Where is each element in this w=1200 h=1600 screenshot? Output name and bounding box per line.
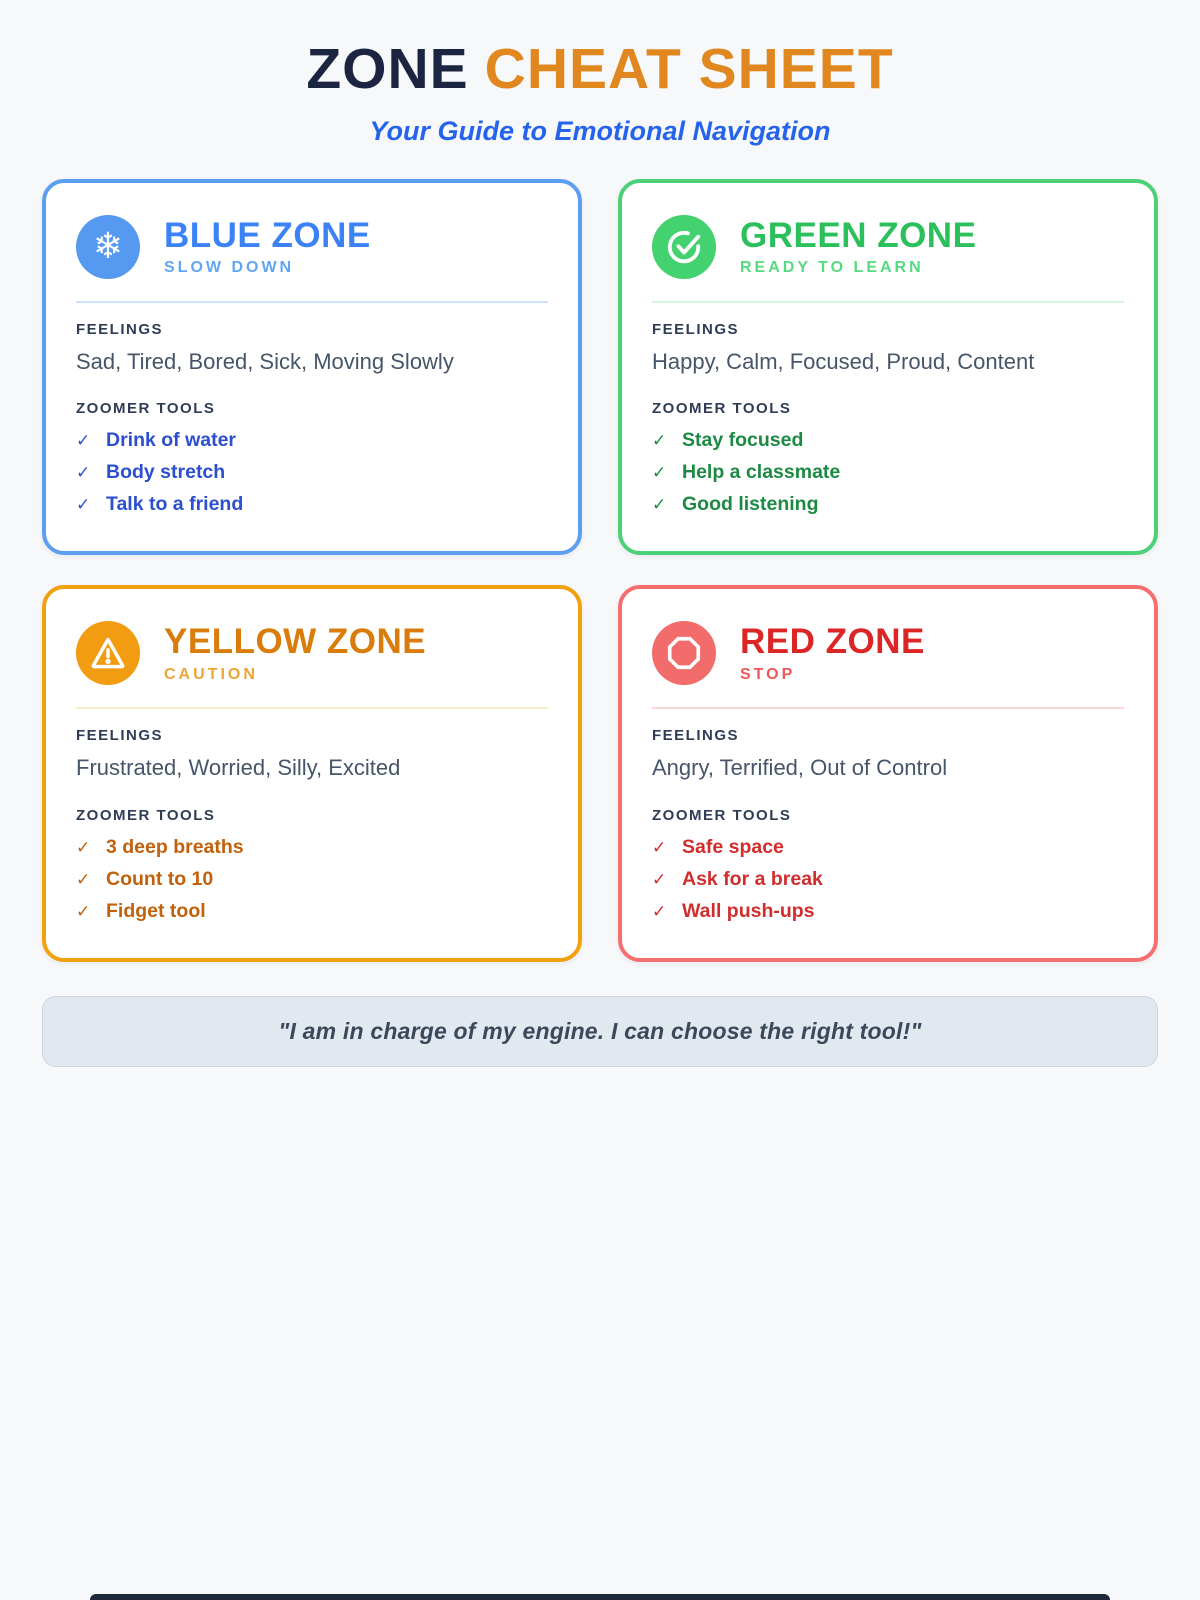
divider: [76, 301, 548, 303]
tool-text: Ask for a break: [682, 868, 823, 891]
feelings-label: FEELINGS: [76, 727, 164, 745]
check-icon: ✓: [76, 837, 91, 858]
tool-text: Count to 10: [106, 868, 214, 891]
card-header: [76, 621, 548, 685]
check-icon: ✓: [652, 430, 667, 451]
tool-item: [652, 900, 1124, 923]
zone-subtitle: SLOW DOWN: [164, 259, 295, 277]
feelings-label: FEELINGS: [652, 320, 740, 338]
card-header: [652, 621, 1124, 685]
check-icon: ✓: [76, 462, 91, 483]
check-icon: ✓: [76, 430, 91, 451]
tools-list: [76, 429, 548, 516]
zone-title: BLUE ZONE: [164, 215, 371, 255]
tool-text: Good listening: [682, 493, 819, 516]
tool-item: [652, 493, 1124, 516]
page-title: [0, 0, 1200, 100]
zone-title: RED ZONE: [740, 622, 925, 662]
feelings-text: Frustrated, Worried, Silly, Excited: [76, 755, 401, 781]
tool-text: Help a classmate: [682, 461, 841, 484]
tools-list: [652, 429, 1124, 516]
divider: [652, 707, 1124, 709]
card-titles: [740, 623, 925, 684]
tools-list: [76, 836, 548, 923]
tool-item: [76, 868, 548, 891]
card-titles: [740, 217, 976, 278]
zone-card-yellow: [42, 585, 582, 962]
card-header: [652, 215, 1124, 279]
tools-label: ZOOMER TOOLS: [652, 807, 792, 825]
tool-text: Body stretch: [106, 461, 226, 484]
zone-card-green: [618, 179, 1158, 556]
zone-subtitle: READY TO LEARN: [740, 259, 924, 277]
feelings-text: Angry, Terrified, Out of Control: [652, 755, 948, 781]
tool-text: 3 deep breaths: [106, 836, 244, 859]
tool-text: Safe space: [682, 836, 784, 859]
zone-subtitle: CAUTION: [164, 665, 258, 683]
tool-item: [652, 868, 1124, 891]
check-icon: ✓: [652, 462, 667, 483]
tools-label: ZOOMER TOOLS: [652, 400, 792, 418]
card-header: [76, 215, 548, 279]
page-title-zone: ZONE: [306, 37, 469, 101]
zone-title: GREEN ZONE: [740, 215, 977, 255]
zone-subtitle: STOP: [740, 665, 796, 683]
divider: [652, 301, 1124, 303]
zone-card-grid: [42, 179, 1158, 962]
stop-octagon-icon: [652, 621, 716, 685]
tool-item: [76, 836, 548, 859]
tool-item: [76, 900, 548, 923]
divider: [76, 707, 548, 709]
tool-text: Drink of water: [106, 429, 237, 452]
page-title-cheat-sheet: CHEAT SHEET: [484, 37, 894, 101]
tool-item: [76, 493, 548, 516]
tool-item: [76, 429, 548, 452]
feelings-text: Happy, Calm, Focused, Proud, Content: [652, 348, 1035, 374]
feelings-label: FEELINGS: [76, 320, 164, 338]
zone-card-blue: [42, 179, 582, 556]
check-circle-icon: [652, 215, 716, 279]
check-icon: ✓: [652, 494, 667, 515]
tools-list: [652, 836, 1124, 923]
card-titles: [164, 623, 426, 684]
tool-item: [76, 461, 548, 484]
tool-item: [652, 429, 1124, 452]
check-icon: ✓: [76, 901, 91, 922]
affirmation-text: "I am in charge of my engine. I can choose the right tool!": [278, 1018, 922, 1045]
card-titles: [164, 217, 371, 278]
affirmation-banner: [42, 996, 1158, 1067]
feelings-text: Sad, Tired, Bored, Sick, Moving Slowly: [76, 348, 454, 374]
clipped-footer-bar: [90, 1594, 1110, 1600]
tools-label: ZOOMER TOOLS: [76, 807, 216, 825]
check-icon: ✓: [76, 494, 91, 515]
tool-item: [652, 461, 1124, 484]
page-subtitle: Your Guide to Emotional Navigation: [369, 115, 831, 146]
zone-card-red: [618, 585, 1158, 962]
tool-text: Fidget tool: [106, 900, 206, 923]
feelings-label: FEELINGS: [652, 727, 740, 745]
warning-triangle-icon: [76, 621, 140, 685]
check-icon: ✓: [76, 869, 91, 890]
check-icon: ✓: [652, 869, 667, 890]
snowflake-icon: ❄: [76, 215, 140, 279]
check-icon: ✓: [652, 901, 667, 922]
tools-label: ZOOMER TOOLS: [76, 400, 216, 418]
zone-title: YELLOW ZONE: [164, 622, 427, 662]
tool-text: Talk to a friend: [106, 493, 244, 516]
tool-text: Stay focused: [682, 429, 804, 452]
tool-text: Wall push-ups: [682, 900, 815, 923]
check-icon: ✓: [652, 837, 667, 858]
tool-item: [652, 836, 1124, 859]
